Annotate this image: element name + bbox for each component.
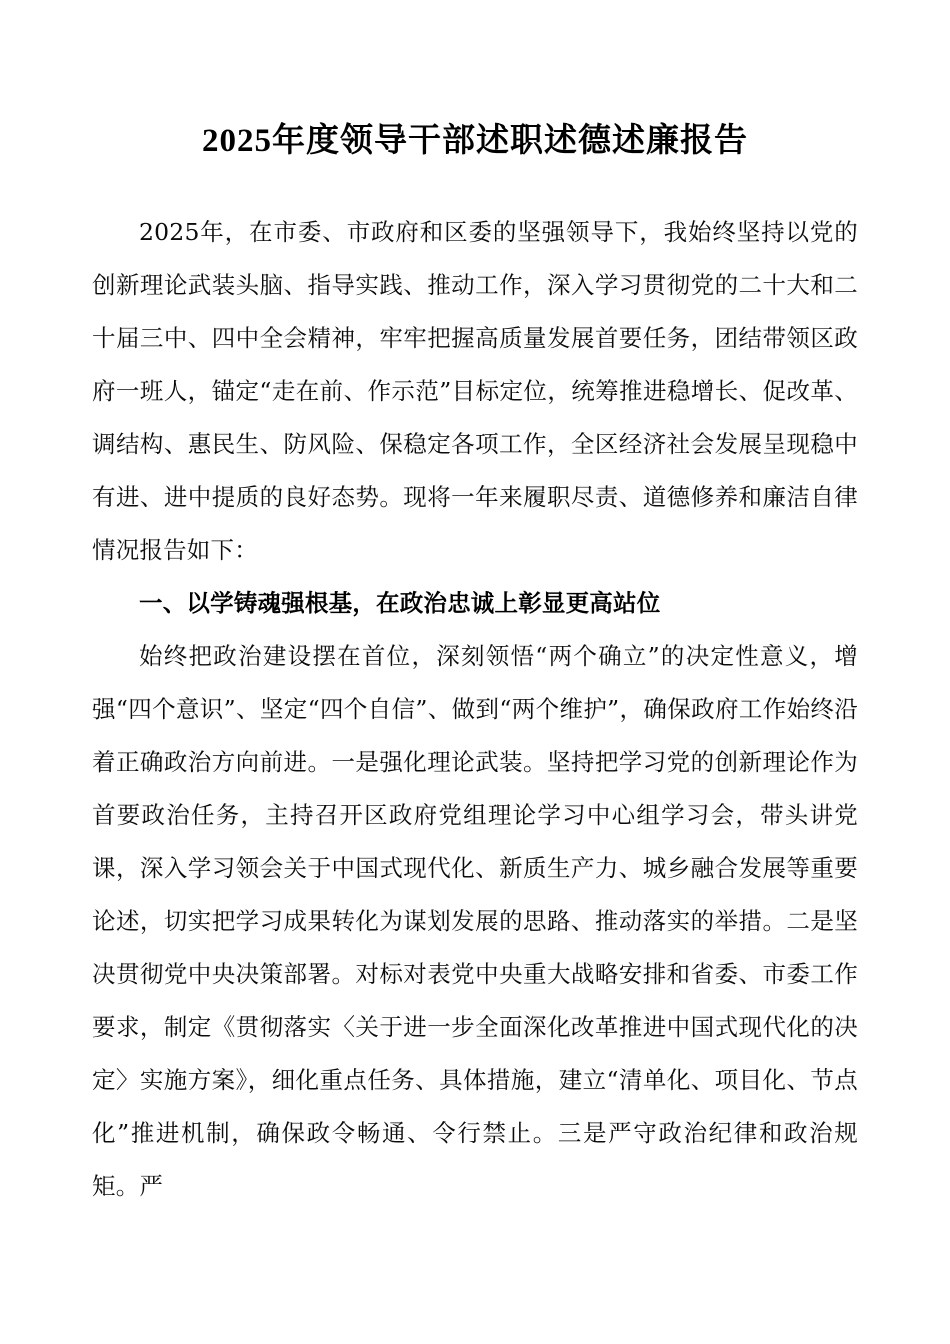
paragraph-intro: 2025年，在市委、市政府和区委的坚强领导下，我始终坚持以党的创新理论武装头脑、指导实践、推动工作，深入学习贯彻党的二十大和二十届三中、四中全会精神，牢牢把握高质量发展首要任务，团结带领区政府一班人，锚定“走在前、作示范”目标定位，统筹推进稳增长、促改革、调结构、惠民生、防风险、保稳定各项工作，全区经济社会发展呈现稳中有进、进中提质的良好态势。现将一年来履职尽责、道德修养和廉洁自律情况报告如下：: [92, 218, 858, 565]
section-heading-1: 一、以学铸魂强根基，在政治忠诚上彰显更高站位: [139, 589, 661, 618]
page-title: 2025年度领导干部述职述德述廉报告: [202, 123, 748, 159]
document-body: [92, 206, 858, 1213]
paragraph-section-1: 始终把政治建设摆在首位，深刻领悟“两个确立”的决定性意义，增强“四个意识”、坚定“四个自信”、做到“两个维护”，确保政府工作始终沿着正确政治方向前进。一是强化理论武装。坚持把学习党的创新理论作为首要政治任务，主持召开区政府党组理论学习中心组学习会，带头讲党课，深入学习领会关于中国式现代化、新质生产力、城乡融合发展等重要论述，切实把学习成果转化为谋划发展的思路、推动落实的举措。二是坚决贯彻党中央决策部署。对标对表党中央重大战略安排和省委、市委工作要求，制定《贯彻落实〈关于进一步全面深化改革推进中国式现代化的决定〉实施方案》，细化重点任务、具体措施，建立“清单化、项目化、节点化”推进机制，确保政令畅通、令行禁止。三是严守政治纪律和政治规矩。严: [92, 642, 858, 1201]
